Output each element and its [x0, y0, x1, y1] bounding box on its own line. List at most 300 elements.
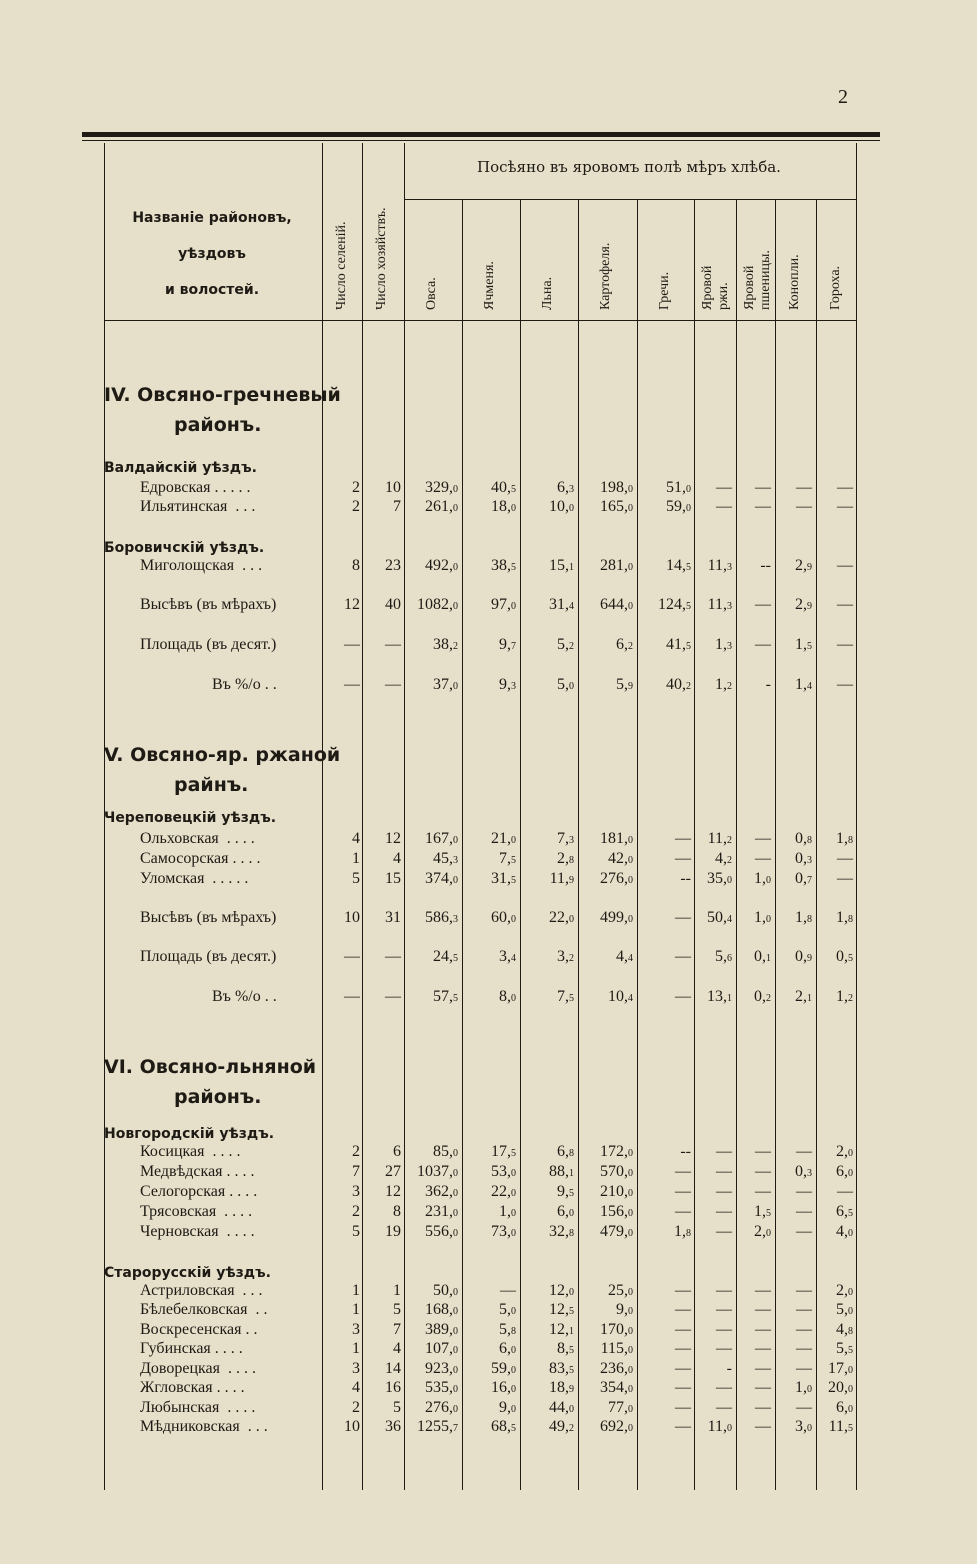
- page-number: 2: [838, 86, 848, 108]
- table-cell: 4,0: [836, 1223, 853, 1240]
- decimal-digit: 2: [453, 641, 458, 652]
- decimal-digit: 3: [727, 641, 732, 652]
- table-cell: 1,8: [836, 830, 853, 847]
- decimal-digit: 0: [511, 1345, 516, 1356]
- table-cell: —: [796, 1143, 812, 1160]
- table-cell: —: [796, 1301, 812, 1318]
- decimal-digit: 0: [453, 1228, 458, 1239]
- uezd-heading: Старорусскій уѣздъ.: [104, 1265, 271, 1281]
- decimal-digit: 0: [628, 1345, 633, 1356]
- decimal-digit: 0: [628, 1148, 633, 1159]
- table-cell: —: [755, 850, 771, 867]
- decimal-digit: 0: [848, 1228, 853, 1239]
- header-rule: [104, 320, 856, 321]
- row-name: Мѣдниковская . . .: [140, 1418, 268, 1435]
- table-cell: —: [675, 1321, 691, 1338]
- table-cell: —: [675, 1399, 691, 1416]
- table-cell: 0,5: [836, 948, 853, 965]
- table-cell: 0,1: [754, 948, 771, 965]
- decimal-digit: 0: [628, 1168, 633, 1179]
- decimal-digit: 0: [511, 601, 516, 612]
- decimal-digit: 0: [453, 484, 458, 495]
- table-cell: 10: [344, 909, 360, 926]
- table-cell: —: [344, 676, 360, 693]
- section-title: [104, 380, 341, 440]
- table-cell: 11,2: [707, 830, 732, 847]
- total-row: [0, 636, 977, 656]
- table-cell: —: [500, 1282, 516, 1299]
- table-row: [0, 1183, 977, 1203]
- table-cell: 18,9: [549, 1379, 574, 1396]
- table-cell: 7: [352, 1163, 360, 1180]
- header-rule: [404, 199, 856, 200]
- decimal-digit: 0: [453, 1345, 458, 1356]
- table-cell: 2,9: [795, 557, 812, 574]
- decimal-digit: 8: [686, 1228, 691, 1239]
- table-cell: 45,3: [433, 850, 458, 867]
- decimal-digit: 5: [511, 1148, 516, 1159]
- decimal-digit: 0: [727, 1423, 732, 1434]
- table-cell: 83,5: [549, 1360, 574, 1377]
- table-cell: —: [755, 1163, 771, 1180]
- table-cell: 156,0: [600, 1203, 633, 1220]
- decimal-digit: 2: [569, 641, 574, 652]
- table-row: [0, 1418, 977, 1438]
- decimal-digit: 0: [453, 835, 458, 846]
- table-cell: 9,3: [499, 676, 516, 693]
- table-cell: 281,0: [600, 557, 633, 574]
- decimal-digit: 0: [453, 503, 458, 514]
- decimal-digit: 8: [569, 1228, 574, 1239]
- table-cell: —: [675, 948, 691, 965]
- table-cell: 6,3: [557, 479, 574, 496]
- section-title: [104, 740, 340, 800]
- decimal-digit: 0: [628, 1326, 633, 1337]
- table-cell: -: [765, 676, 771, 693]
- table-cell: —: [796, 1340, 812, 1357]
- row-name: Доворецкая . . . .: [140, 1360, 257, 1377]
- decimal-digit: 8: [848, 835, 853, 846]
- decimal-digit: 4: [807, 681, 812, 692]
- table-cell: 181,0: [600, 830, 633, 847]
- table-cell: 4: [393, 850, 401, 867]
- row-name: Воскресенская . .: [140, 1321, 258, 1338]
- table-cell: 38,5: [491, 557, 516, 574]
- table-cell: 1,0: [754, 909, 771, 926]
- table-cell: 5,5: [836, 1340, 853, 1357]
- table-cell: 12: [385, 1183, 401, 1200]
- decimal-digit: 0: [628, 1384, 633, 1395]
- table-cell: —: [716, 1301, 732, 1318]
- decimal-digit: 0: [453, 1148, 458, 1159]
- table-cell: 499,0: [600, 909, 633, 926]
- crop-column-header: Гречи.: [657, 271, 672, 310]
- decimal-digit: 0: [453, 681, 458, 692]
- table-cell: 124,5: [658, 596, 691, 613]
- table-cell: 3,0: [795, 1418, 812, 1435]
- decimal-digit: 7: [453, 1423, 458, 1434]
- table-cell: 31: [385, 909, 401, 926]
- decimal-digit: 9: [807, 953, 812, 964]
- row-name: Губинская . . . .: [140, 1340, 243, 1357]
- decimal-digit: 5: [686, 562, 691, 573]
- table-cell: —: [755, 479, 771, 496]
- row-name: Площадь (въ десят.): [140, 948, 277, 965]
- table-cell: 3: [352, 1360, 360, 1377]
- uezd-heading: Боровичскій уѣздъ.: [104, 540, 265, 556]
- table-cell: 1: [393, 1282, 401, 1299]
- decimal-digit: 0: [628, 914, 633, 925]
- table-cell: 21,0: [491, 830, 516, 847]
- table-cell: 586,3: [425, 909, 458, 926]
- decimal-digit: 0: [628, 1306, 633, 1317]
- decimal-digit: 5: [686, 601, 691, 612]
- table-cell: —: [755, 1418, 771, 1435]
- decimal-digit: 0: [453, 1168, 458, 1179]
- decimal-digit: 0: [848, 1168, 853, 1179]
- table-row: [0, 1321, 977, 1341]
- table-cell: 479,0: [600, 1223, 633, 1240]
- table-cell: 10,4: [608, 988, 633, 1005]
- decimal-digit: 1: [569, 562, 574, 573]
- decimal-digit: 8: [807, 914, 812, 925]
- table-cell: 2: [352, 1399, 360, 1416]
- decimal-digit: 9: [569, 875, 574, 886]
- decimal-digit: 0: [511, 1404, 516, 1415]
- row-name: Площадь (въ десят.): [140, 636, 277, 653]
- table-cell: 17,0: [828, 1360, 853, 1377]
- villages-column-header: Число селеній.: [334, 221, 349, 310]
- households-column-header: Число хозяйствъ.: [374, 207, 389, 310]
- table-cell: 17,5: [491, 1143, 516, 1160]
- table-cell: 0,3: [795, 1163, 812, 1180]
- table-cell: 362,0: [425, 1183, 458, 1200]
- decimal-digit: 0: [511, 1384, 516, 1395]
- table-cell: 7: [393, 498, 401, 515]
- decimal-digit: 0: [848, 1365, 853, 1376]
- row-name: Ольховская . . . .: [140, 830, 255, 847]
- decimal-digit: 5: [511, 855, 516, 866]
- decimal-digit: 0: [727, 875, 732, 886]
- table-cell: 692,0: [600, 1418, 633, 1435]
- table-cell: 374,0: [425, 870, 458, 887]
- table-cell: 7: [393, 1321, 401, 1338]
- table-cell: 923,0: [425, 1360, 458, 1377]
- decimal-digit: 0: [848, 1148, 853, 1159]
- row-name: Астриловская . . .: [140, 1282, 263, 1299]
- table-cell: —: [675, 830, 691, 847]
- table-cell: 8: [352, 557, 360, 574]
- uezd-heading: Валдайскій уѣздъ.: [104, 460, 257, 476]
- table-cell: —: [675, 1418, 691, 1435]
- decimal-digit: 0: [807, 1384, 812, 1395]
- table-cell: 60,0: [491, 909, 516, 926]
- table-cell: 24,5: [433, 948, 458, 965]
- total-row: [0, 948, 977, 968]
- table-cell: 3,4: [499, 948, 516, 965]
- table-cell: 2: [352, 498, 360, 515]
- table-cell: 40: [385, 596, 401, 613]
- decimal-digit: 0: [848, 1287, 853, 1298]
- table-cell: 9,5: [557, 1183, 574, 1200]
- table-cell: 5: [393, 1301, 401, 1318]
- table-cell: 49,2: [549, 1418, 574, 1435]
- table-cell: —: [837, 557, 853, 574]
- decimal-digit: 3: [569, 484, 574, 495]
- table-cell: 168,0: [425, 1301, 458, 1318]
- table-cell: 165,0: [600, 498, 633, 515]
- table-cell: 1: [352, 1301, 360, 1318]
- table-cell: 2,8: [557, 850, 574, 867]
- table-row: [0, 498, 977, 518]
- table-cell: —: [837, 498, 853, 515]
- table-cell: 59,0: [666, 498, 691, 515]
- table-cell: 1,2: [715, 676, 732, 693]
- table-cell: —: [716, 1143, 732, 1160]
- decimal-digit: 8: [807, 835, 812, 846]
- table-row: [0, 1163, 977, 1183]
- decimal-digit: 0: [766, 875, 771, 886]
- table-cell: —: [755, 1360, 771, 1377]
- table-cell: 85,0: [433, 1143, 458, 1160]
- row-name: Бѣлебелковская . .: [140, 1301, 268, 1318]
- decimal-digit: 0: [628, 1404, 633, 1415]
- decimal-digit: 3: [453, 855, 458, 866]
- table-cell: 19: [385, 1223, 401, 1240]
- table-cell: -: [726, 1360, 732, 1377]
- table-cell: —: [385, 676, 401, 693]
- table-cell: —: [675, 1163, 691, 1180]
- table-cell: 0,8: [795, 830, 812, 847]
- table-cell: —: [675, 1183, 691, 1200]
- decimal-digit: 0: [628, 855, 633, 866]
- table-cell: 570,0: [600, 1163, 633, 1180]
- table-cell: —: [716, 1321, 732, 1338]
- table-cell: 1,8: [795, 909, 812, 926]
- row-name: Высѣвъ (въ мѣрахъ): [140, 909, 277, 926]
- table-cell: 4: [393, 1340, 401, 1357]
- table-cell: 172,0: [600, 1143, 633, 1160]
- table-cell: 10: [385, 479, 401, 496]
- decimal-digit: 0: [569, 1404, 574, 1415]
- table-cell: 11,9: [549, 870, 574, 887]
- row-name: Трясовская . . . .: [140, 1203, 253, 1220]
- decimal-digit: 0: [511, 993, 516, 1004]
- decimal-digit: 0: [453, 1384, 458, 1395]
- table-row: [0, 1203, 977, 1223]
- table-cell: 276,0: [425, 1399, 458, 1416]
- table-cell: 14: [385, 1360, 401, 1377]
- table-cell: 13,1: [707, 988, 732, 1005]
- row-name: Жгловская . . . .: [140, 1379, 245, 1396]
- table-cell: 6,8: [557, 1143, 574, 1160]
- decimal-digit: 0: [453, 562, 458, 573]
- decimal-digit: 0: [511, 1208, 516, 1219]
- table-cell: —: [675, 1282, 691, 1299]
- row-name: Любынская . . . .: [140, 1399, 256, 1416]
- decimal-digit: 3: [807, 1168, 812, 1179]
- table-cell: 1,8: [674, 1223, 691, 1240]
- table-cell: —: [716, 1340, 732, 1357]
- decimal-digit: 5: [511, 875, 516, 886]
- decimal-digit: 0: [511, 835, 516, 846]
- table-cell: 644,0: [600, 596, 633, 613]
- decimal-digit: 0: [453, 1404, 458, 1415]
- table-cell: 12,0: [549, 1282, 574, 1299]
- table-cell: 4,2: [715, 850, 732, 867]
- table-cell: 16: [385, 1379, 401, 1396]
- table-cell: 167,0: [425, 830, 458, 847]
- decimal-digit: 5: [686, 641, 691, 652]
- table-cell: 354,0: [600, 1379, 633, 1396]
- section-title-line: районъ.: [174, 414, 262, 436]
- table-cell: 73,0: [491, 1223, 516, 1240]
- table-cell: 5,0: [557, 676, 574, 693]
- table-cell: —: [755, 1379, 771, 1396]
- table-cell: 7,5: [557, 988, 574, 1005]
- table-cell: 37,0: [433, 676, 458, 693]
- table-cell: --: [680, 870, 691, 887]
- table-cell: 5: [393, 1399, 401, 1416]
- table-cell: —: [675, 1301, 691, 1318]
- table-cell: —: [716, 1399, 732, 1416]
- table-cell: 1,0: [499, 1203, 516, 1220]
- table-cell: —: [796, 1321, 812, 1338]
- table-cell: 51,0: [666, 479, 691, 496]
- decimal-digit: 4: [628, 993, 633, 1004]
- decimal-digit: 5: [511, 1423, 516, 1434]
- table-cell: —: [675, 1203, 691, 1220]
- table-cell: 1,3: [715, 636, 732, 653]
- table-cell: 5: [352, 870, 360, 887]
- section-title-line: V. Овсяно-яр. ржаной: [104, 744, 341, 766]
- table-cell: 1082,0: [417, 596, 458, 613]
- table-cell: 38,2: [433, 636, 458, 653]
- table-cell: 22,0: [491, 1183, 516, 1200]
- decimal-digit: 2: [686, 681, 691, 692]
- table-cell: —: [344, 636, 360, 653]
- crop-column-header: Яровой ржи.: [700, 265, 731, 310]
- table-cell: 2: [352, 1143, 360, 1160]
- name-column-header-line: и волостей.: [164, 282, 260, 298]
- crop-column-header: Картофеля.: [598, 242, 613, 310]
- decimal-digit: 3: [569, 835, 574, 846]
- row-name: Медвѣдская . . . .: [140, 1163, 255, 1180]
- table-cell: 40,5: [491, 479, 516, 496]
- decimal-digit: 0: [453, 875, 458, 886]
- table-row: [0, 1399, 977, 1419]
- decimal-digit: 5: [848, 1423, 853, 1434]
- table-cell: 36: [385, 1418, 401, 1435]
- decimal-digit: 8: [569, 1148, 574, 1159]
- decimal-digit: 9: [569, 1384, 574, 1395]
- decimal-digit: 3: [453, 914, 458, 925]
- table-cell: —: [837, 636, 853, 653]
- decimal-digit: 0: [628, 503, 633, 514]
- table-cell: 1037,0: [417, 1163, 458, 1180]
- decimal-digit: 3: [807, 855, 812, 866]
- table-cell: —: [675, 1360, 691, 1377]
- table-cell: 12,1: [549, 1321, 574, 1338]
- decimal-digit: 5: [511, 562, 516, 573]
- total-row: [0, 676, 977, 696]
- table-row: [0, 850, 977, 870]
- table-cell: 42,0: [608, 850, 633, 867]
- decimal-digit: 0: [628, 875, 633, 886]
- table-cell: 12: [385, 830, 401, 847]
- table-cell: 50,4: [707, 909, 732, 926]
- decimal-digit: 0: [569, 503, 574, 514]
- table-cell: 31,5: [491, 870, 516, 887]
- table-cell: —: [755, 1301, 771, 1318]
- table-cell: —: [344, 948, 360, 965]
- table-cell: 1,5: [795, 636, 812, 653]
- table-cell: —: [675, 1379, 691, 1396]
- crop-column-header: Яровой пшеницы.: [742, 250, 773, 310]
- table-cell: 236,0: [600, 1360, 633, 1377]
- decimal-digit: 0: [766, 1228, 771, 1239]
- table-cell: —: [837, 870, 853, 887]
- table-cell: 5,6: [715, 948, 732, 965]
- table-cell: —: [344, 988, 360, 1005]
- table-cell: 1,8: [836, 909, 853, 926]
- top-rule: [82, 132, 880, 137]
- crop-column-header: Овса.: [424, 277, 439, 310]
- decimal-digit: 0: [628, 1228, 633, 1239]
- section-title-line: VI. Овсяно-льняной: [104, 1056, 317, 1078]
- table-cell: 1: [352, 1340, 360, 1357]
- decimal-digit: 0: [511, 1365, 516, 1376]
- table-cell: —: [755, 596, 771, 613]
- table-cell: 22,0: [549, 909, 574, 926]
- decimal-digit: 8: [569, 855, 574, 866]
- decimal-digit: 0: [511, 1168, 516, 1179]
- decimal-digit: 5: [848, 1208, 853, 1219]
- table-cell: 6,0: [557, 1203, 574, 1220]
- table-cell: —: [837, 1183, 853, 1200]
- table-cell: 68,5: [491, 1418, 516, 1435]
- table-cell: 6,2: [616, 636, 633, 653]
- table-cell: —: [755, 498, 771, 515]
- table-cell: 27: [385, 1163, 401, 1180]
- name-column-header-line: Названіе районовъ, уѣздовъ: [132, 210, 292, 262]
- table-cell: —: [796, 1183, 812, 1200]
- decimal-digit: 3: [511, 681, 516, 692]
- table-cell: 6: [393, 1143, 401, 1160]
- decimal-digit: 0: [807, 1423, 812, 1434]
- table-cell: 15: [385, 870, 401, 887]
- decimal-digit: 2: [848, 993, 853, 1004]
- decimal-digit: 0: [453, 1306, 458, 1317]
- table-cell: 2: [352, 1203, 360, 1220]
- table-cell: 2: [352, 479, 360, 496]
- table-cell: —: [796, 1399, 812, 1416]
- table-cell: 4,8: [836, 1321, 853, 1338]
- decimal-digit: 0: [569, 681, 574, 692]
- table-cell: 115,0: [600, 1340, 633, 1357]
- table-cell: 1,0: [754, 870, 771, 887]
- decimal-digit: 0: [628, 1287, 633, 1298]
- decimal-digit: 0: [628, 601, 633, 612]
- table-row: [0, 1379, 977, 1399]
- table-cell: —: [796, 498, 812, 515]
- total-row: [0, 988, 977, 1008]
- decimal-digit: 9: [807, 562, 812, 573]
- decimal-digit: 5: [848, 953, 853, 964]
- table-cell: 2,0: [836, 1143, 853, 1160]
- table-cell: —: [716, 479, 732, 496]
- table-cell: —: [716, 1282, 732, 1299]
